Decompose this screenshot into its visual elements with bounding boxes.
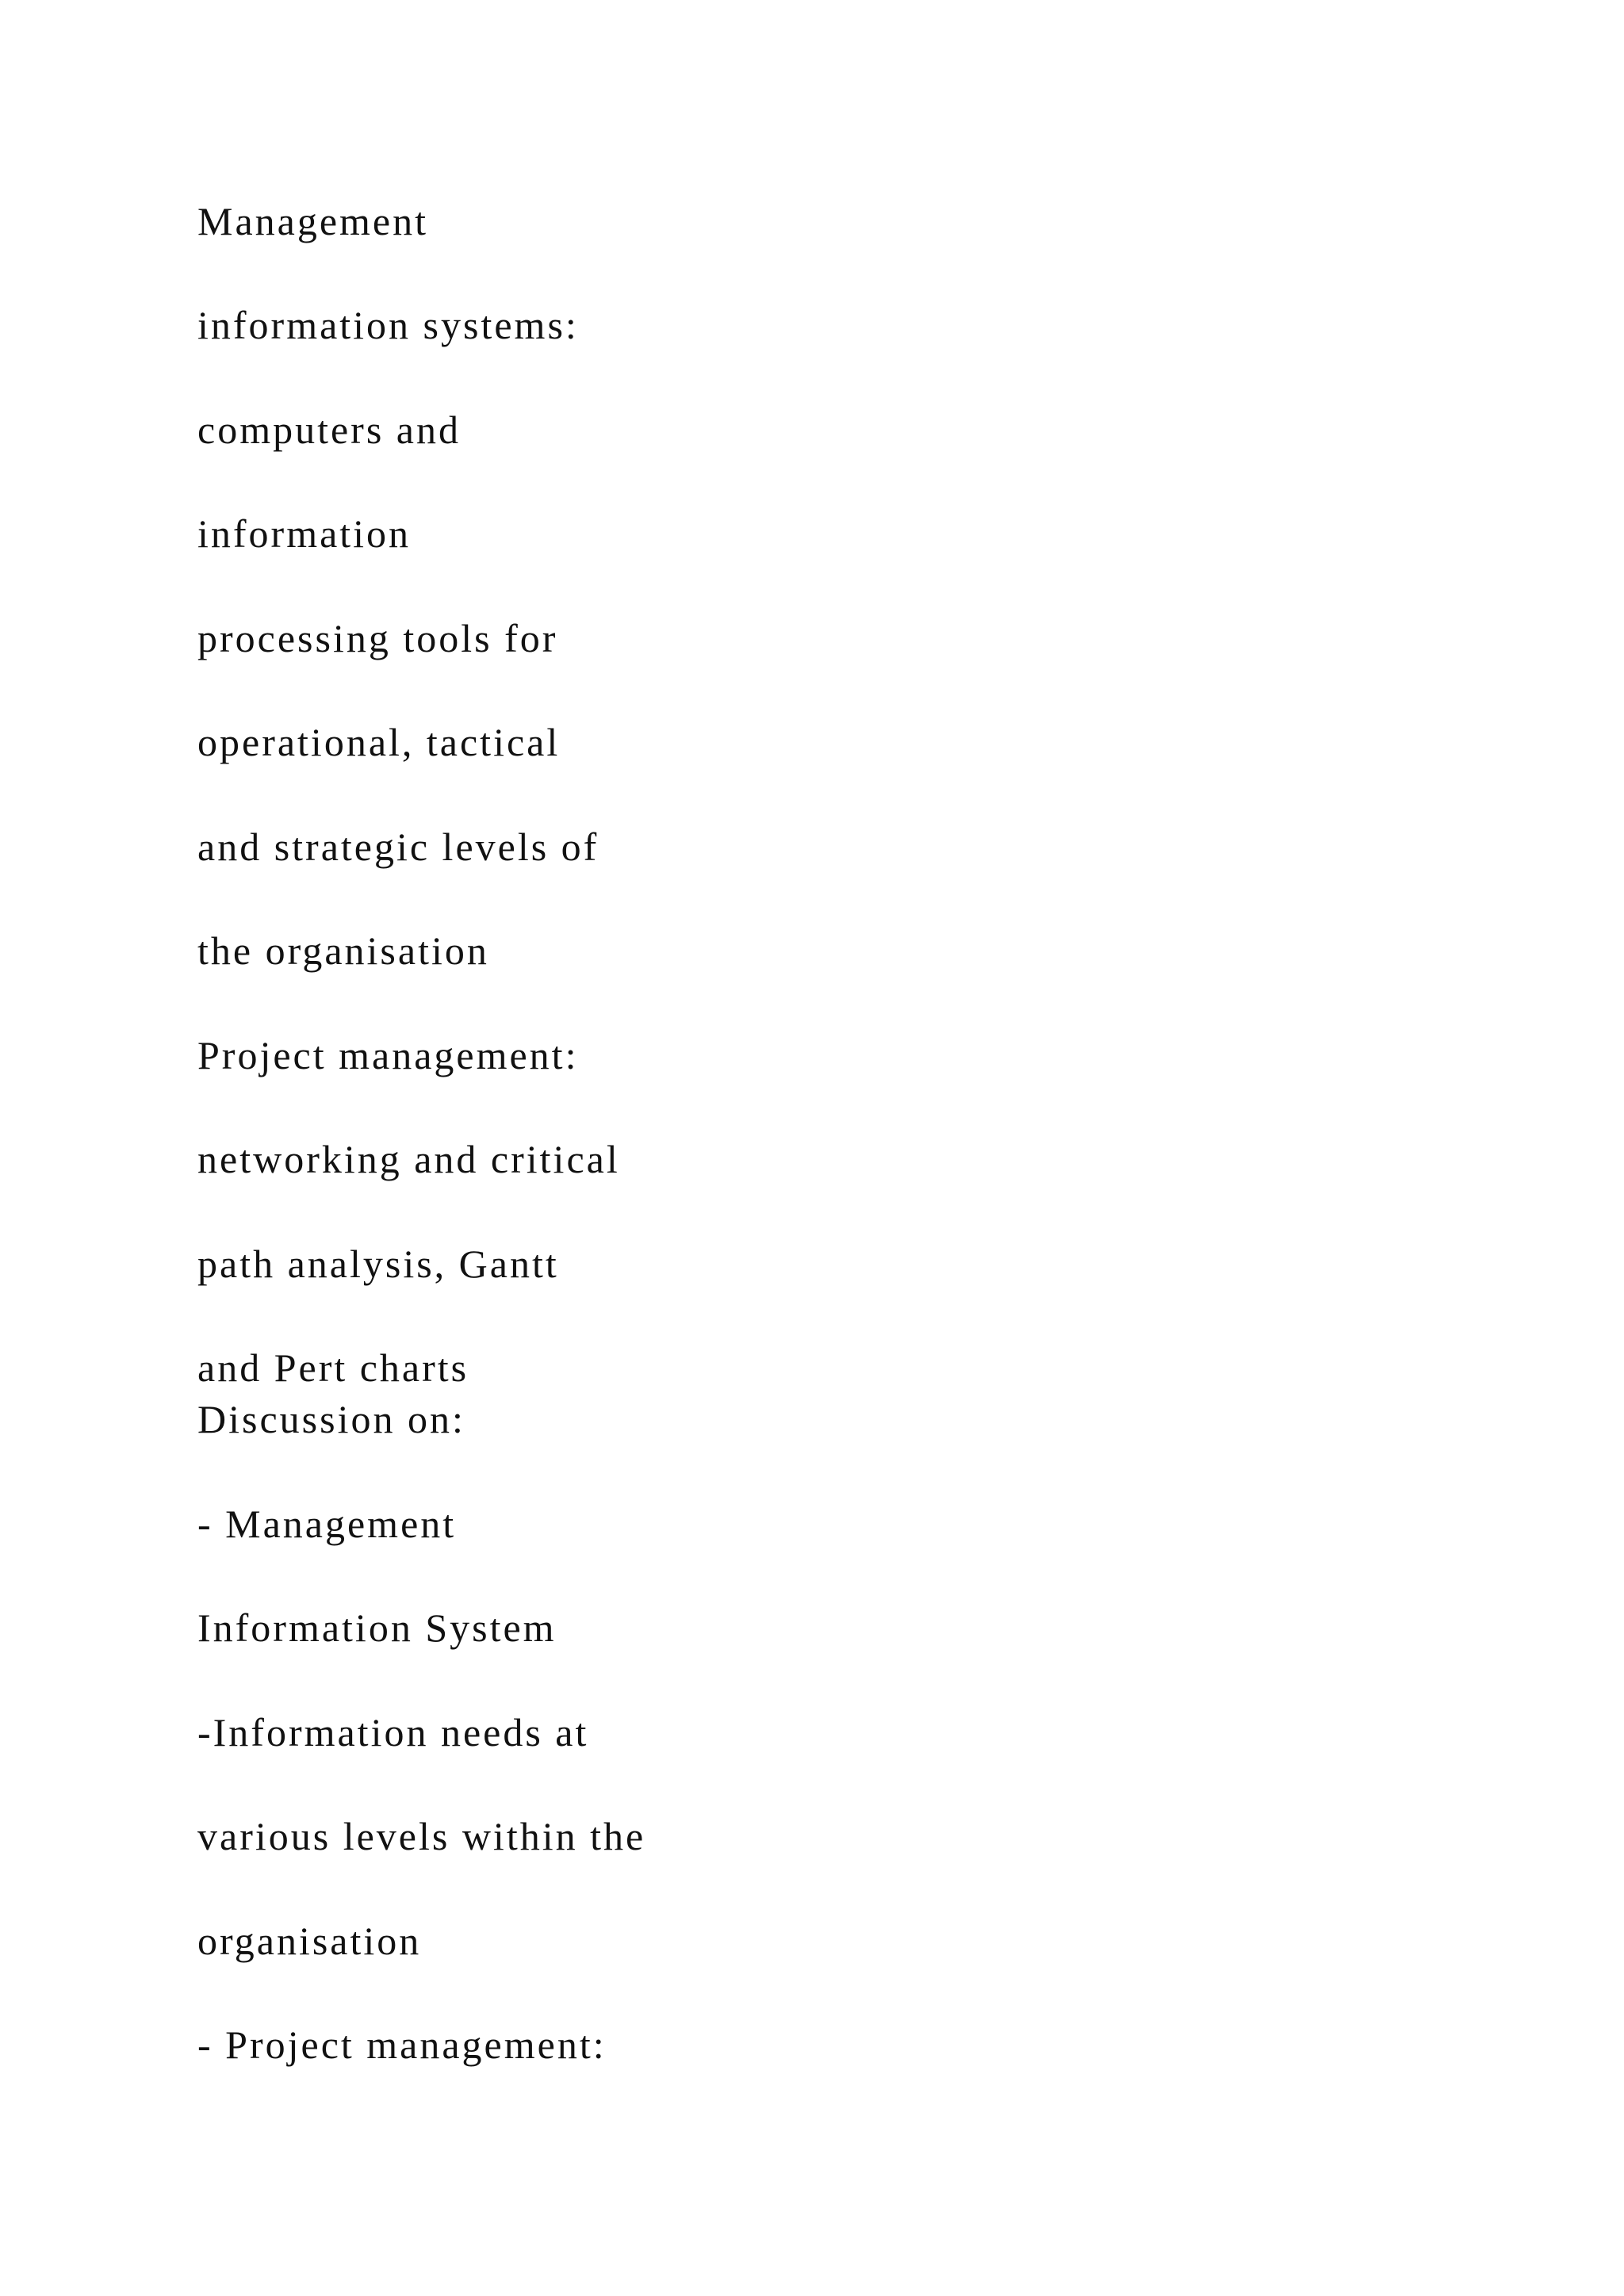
- text-line: operational, tactical: [197, 720, 561, 764]
- text-line: Project management:: [197, 1033, 579, 1077]
- text-line: networking and critical: [197, 1137, 620, 1181]
- text-line: Management: [197, 199, 429, 243]
- text-line: - Management: [197, 1502, 457, 1546]
- text-line: information systems:: [197, 303, 579, 347]
- text-line: computers and: [197, 408, 461, 452]
- text-line: - Project management:: [197, 2022, 607, 2067]
- text-line: -Information needs at: [197, 1710, 589, 1755]
- text-line: information: [197, 511, 412, 556]
- text-line: path analysis, Gantt: [197, 1242, 559, 1286]
- text-line: and Pert charts: [197, 1345, 469, 1390]
- text-line: the organisation: [197, 928, 489, 973]
- text-line: and strategic levels of: [197, 825, 599, 869]
- discussion-heading: Discussion on:: [197, 1397, 465, 1441]
- text-line: processing tools for: [197, 616, 558, 660]
- text-line: Information System: [197, 1605, 557, 1650]
- text-line: organisation: [197, 1919, 422, 1963]
- text-line: various levels within the: [197, 1814, 646, 1858]
